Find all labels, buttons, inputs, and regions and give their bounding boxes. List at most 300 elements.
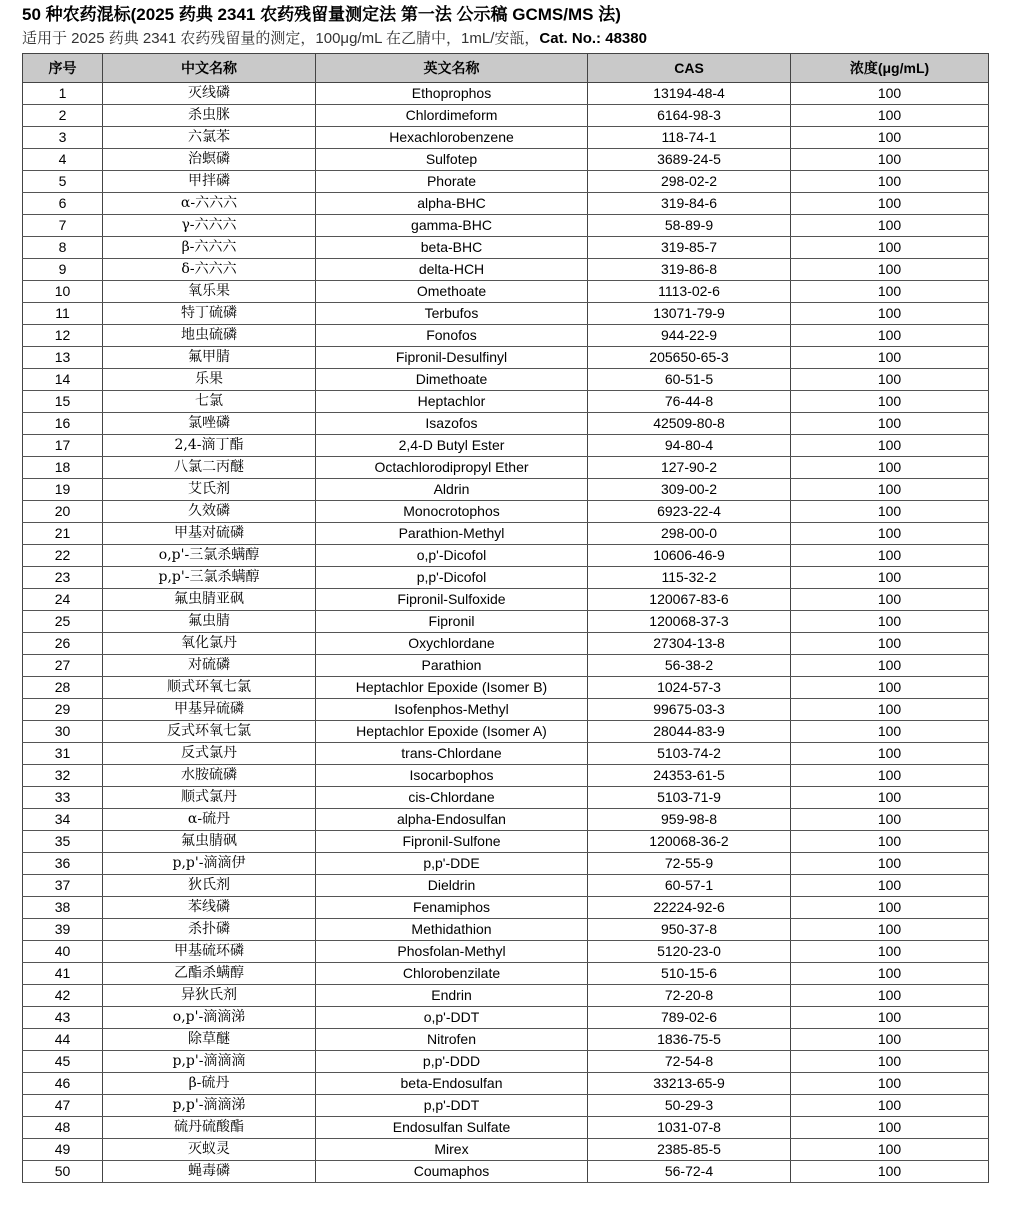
table-row (23, 325, 989, 347)
cell-cas: 72-54-8 (588, 1051, 791, 1073)
cell-chinese-name: α-六六六 (103, 193, 316, 215)
table-row (23, 149, 989, 171)
cell-index: 11 (23, 303, 103, 325)
cell-concentration: 100 (791, 831, 989, 853)
cell-index: 34 (23, 809, 103, 831)
cell-english-name: Dieldrin (316, 875, 588, 897)
table-row (23, 523, 989, 545)
cell-chinese-name: 久效磷 (103, 501, 316, 523)
cell-chinese-name: p,p'-滴滴滴 (103, 1051, 316, 1073)
cell-chinese-name: 2,4-滴丁酯 (103, 435, 316, 457)
cell-index: 27 (23, 655, 103, 677)
cell-index: 25 (23, 611, 103, 633)
cell-cas: 950-37-8 (588, 919, 791, 941)
cell-chinese-name: 水胺硫磷 (103, 765, 316, 787)
cell-chinese-name: 氧化氯丹 (103, 633, 316, 655)
cell-concentration: 100 (791, 1095, 989, 1117)
cell-concentration: 100 (791, 413, 989, 435)
cell-english-name: Parathion-Methyl (316, 523, 588, 545)
cell-english-name: Terbufos (316, 303, 588, 325)
cell-english-name: 2,4-D Butyl Ester (316, 435, 588, 457)
cell-cas: 33213-65-9 (588, 1073, 791, 1095)
cell-chinese-name: 苯线磷 (103, 897, 316, 919)
cell-chinese-name: p,p'-滴滴伊 (103, 853, 316, 875)
cell-english-name: Fenamiphos (316, 897, 588, 919)
table-row (23, 105, 989, 127)
cell-concentration: 100 (791, 171, 989, 193)
table-row (23, 567, 989, 589)
cell-index: 16 (23, 413, 103, 435)
cell-english-name: Heptachlor Epoxide (Isomer A) (316, 721, 588, 743)
cell-index: 36 (23, 853, 103, 875)
cell-cas: 120067-83-6 (588, 589, 791, 611)
cell-concentration: 100 (791, 457, 989, 479)
cell-concentration: 100 (791, 875, 989, 897)
cell-cas: 24353-61-5 (588, 765, 791, 787)
table-row (23, 127, 989, 149)
cell-english-name: Monocrotophos (316, 501, 588, 523)
table-row (23, 611, 989, 633)
column-header-cas: CAS (588, 54, 791, 83)
cell-cas: 127-90-2 (588, 457, 791, 479)
cell-concentration: 100 (791, 963, 989, 985)
cell-concentration: 100 (791, 303, 989, 325)
cell-concentration: 100 (791, 1139, 989, 1161)
cell-concentration: 100 (791, 237, 989, 259)
subtitle-text: 适用于 2025 药典 2341 农药残留量的测定，100μg/mL 在乙腈中，1mL/安瓿， (22, 30, 540, 47)
cell-english-name: Octachlorodipropyl Ether (316, 457, 588, 479)
cell-index: 3 (23, 127, 103, 149)
table-row (23, 677, 989, 699)
cell-index: 13 (23, 347, 103, 369)
cell-cas: 309-00-2 (588, 479, 791, 501)
cell-index: 35 (23, 831, 103, 853)
cell-chinese-name: 六氯苯 (103, 127, 316, 149)
cell-index: 47 (23, 1095, 103, 1117)
cell-english-name: alpha-BHC (316, 193, 588, 215)
cell-english-name: p,p'-DDT (316, 1095, 588, 1117)
cell-cas: 13071-79-9 (588, 303, 791, 325)
cell-index: 4 (23, 149, 103, 171)
cell-cas: 76-44-8 (588, 391, 791, 413)
cell-concentration: 100 (791, 655, 989, 677)
cell-cas: 72-55-9 (588, 853, 791, 875)
cell-cas: 205650-65-3 (588, 347, 791, 369)
cell-english-name: Chlordimeform (316, 105, 588, 127)
cell-chinese-name: 反式环氧七氯 (103, 721, 316, 743)
cell-chinese-name: δ-六六六 (103, 259, 316, 281)
table-row (23, 1007, 989, 1029)
cell-index: 5 (23, 171, 103, 193)
cell-concentration: 100 (791, 83, 989, 105)
cell-index: 10 (23, 281, 103, 303)
cell-english-name: Fipronil (316, 611, 588, 633)
cell-index: 23 (23, 567, 103, 589)
cell-index: 43 (23, 1007, 103, 1029)
cell-cas: 319-85-7 (588, 237, 791, 259)
cell-concentration: 100 (791, 127, 989, 149)
table-row (23, 435, 989, 457)
cell-chinese-name: 杀虫脒 (103, 105, 316, 127)
cell-concentration: 100 (791, 215, 989, 237)
cell-index: 2 (23, 105, 103, 127)
cell-cas: 56-72-4 (588, 1161, 791, 1183)
cell-chinese-name: 地虫硫磷 (103, 325, 316, 347)
cell-english-name: Heptachlor (316, 391, 588, 413)
page-subtitle (22, 29, 647, 49)
cell-english-name: o,p'-Dicofol (316, 545, 588, 567)
cell-cas: 959-98-8 (588, 809, 791, 831)
cell-cas: 120068-37-3 (588, 611, 791, 633)
cell-chinese-name: 艾氏剂 (103, 479, 316, 501)
cell-index: 9 (23, 259, 103, 281)
cell-english-name: Coumaphos (316, 1161, 588, 1183)
cell-chinese-name: 氟甲腈 (103, 347, 316, 369)
table-row (23, 875, 989, 897)
cell-cas: 319-84-6 (588, 193, 791, 215)
cell-english-name: Isocarbophos (316, 765, 588, 787)
cell-chinese-name: 甲拌磷 (103, 171, 316, 193)
cell-index: 42 (23, 985, 103, 1007)
cell-chinese-name: 甲基硫环磷 (103, 941, 316, 963)
cell-chinese-name: 氧乐果 (103, 281, 316, 303)
cell-english-name: p,p'-DDE (316, 853, 588, 875)
table-row (23, 809, 989, 831)
table-row (23, 919, 989, 941)
cell-english-name: Endrin (316, 985, 588, 1007)
cell-concentration: 100 (791, 193, 989, 215)
cell-cas: 1031-07-8 (588, 1117, 791, 1139)
cell-cas: 510-15-6 (588, 963, 791, 985)
table-row (23, 721, 989, 743)
table-row (23, 259, 989, 281)
cell-concentration: 100 (791, 1029, 989, 1051)
table-row (23, 985, 989, 1007)
cell-concentration: 100 (791, 721, 989, 743)
cell-concentration: 100 (791, 149, 989, 171)
cell-english-name: delta-HCH (316, 259, 588, 281)
cell-cas: 5120-23-0 (588, 941, 791, 963)
table-row (23, 1117, 989, 1139)
cell-english-name: Isazofos (316, 413, 588, 435)
cell-cas: 22224-92-6 (588, 897, 791, 919)
cell-chinese-name: γ-六六六 (103, 215, 316, 237)
cell-chinese-name: 氯唑磷 (103, 413, 316, 435)
cell-concentration: 100 (791, 105, 989, 127)
cell-chinese-name: 灭蚁灵 (103, 1139, 316, 1161)
cell-concentration: 100 (791, 325, 989, 347)
cell-english-name: Oxychlordane (316, 633, 588, 655)
cell-chinese-name: p,p'-滴滴涕 (103, 1095, 316, 1117)
column-header-english-name: 英文名称 (316, 54, 588, 83)
cell-index: 40 (23, 941, 103, 963)
cell-index: 37 (23, 875, 103, 897)
cell-english-name: p,p'-DDD (316, 1051, 588, 1073)
cell-english-name: Aldrin (316, 479, 588, 501)
cell-index: 45 (23, 1051, 103, 1073)
cell-concentration: 100 (791, 897, 989, 919)
cell-chinese-name: 七氯 (103, 391, 316, 413)
cell-index: 17 (23, 435, 103, 457)
cell-concentration: 100 (791, 1073, 989, 1095)
table-row (23, 391, 989, 413)
cell-cas: 319-86-8 (588, 259, 791, 281)
cell-cas: 42509-80-8 (588, 413, 791, 435)
cell-concentration: 100 (791, 677, 989, 699)
cell-cas: 298-00-0 (588, 523, 791, 545)
cell-cas: 60-57-1 (588, 875, 791, 897)
table-row (23, 1073, 989, 1095)
cell-index: 28 (23, 677, 103, 699)
table-row (23, 171, 989, 193)
cell-english-name: Fipronil-Desulfinyl (316, 347, 588, 369)
cell-concentration: 100 (791, 391, 989, 413)
table-row (23, 369, 989, 391)
cell-cas: 115-32-2 (588, 567, 791, 589)
cell-chinese-name: 对硫磷 (103, 655, 316, 677)
cell-concentration: 100 (791, 699, 989, 721)
cell-english-name: Omethoate (316, 281, 588, 303)
cell-cas: 99675-03-3 (588, 699, 791, 721)
cell-index: 1 (23, 83, 103, 105)
table-row (23, 1161, 989, 1183)
cell-english-name: Endosulfan Sulfate (316, 1117, 588, 1139)
cell-index: 50 (23, 1161, 103, 1183)
cell-cas: 1836-75-5 (588, 1029, 791, 1051)
table-row (23, 1095, 989, 1117)
cell-index: 6 (23, 193, 103, 215)
cell-index: 15 (23, 391, 103, 413)
cell-english-name: Nitrofen (316, 1029, 588, 1051)
cell-index: 12 (23, 325, 103, 347)
cell-chinese-name: α-硫丹 (103, 809, 316, 831)
cell-chinese-name: 硫丹硫酸酯 (103, 1117, 316, 1139)
table-row (23, 545, 989, 567)
cell-english-name: Fipronil-Sulfoxide (316, 589, 588, 611)
cell-concentration: 100 (791, 611, 989, 633)
cell-index: 33 (23, 787, 103, 809)
cell-english-name: Fipronil-Sulfone (316, 831, 588, 853)
cell-chinese-name: 蝇毒磷 (103, 1161, 316, 1183)
cell-index: 8 (23, 237, 103, 259)
cell-concentration: 100 (791, 919, 989, 941)
cell-cas: 3689-24-5 (588, 149, 791, 171)
column-header-chinese-name: 中文名称 (103, 54, 316, 83)
cell-chinese-name: 顺式环氧七氯 (103, 677, 316, 699)
table-row (23, 457, 989, 479)
cell-concentration: 100 (791, 787, 989, 809)
cell-index: 38 (23, 897, 103, 919)
table-row (23, 1029, 989, 1051)
cell-cas: 56-38-2 (588, 655, 791, 677)
cell-concentration: 100 (791, 1117, 989, 1139)
cell-index: 14 (23, 369, 103, 391)
cell-cas: 5103-74-2 (588, 743, 791, 765)
cell-chinese-name: o,p'-三氯杀螨醇 (103, 545, 316, 567)
cell-chinese-name: o,p'-滴滴涕 (103, 1007, 316, 1029)
cell-english-name: Sulfotep (316, 149, 588, 171)
cell-cas: 6923-22-4 (588, 501, 791, 523)
table-row (23, 281, 989, 303)
cell-index: 31 (23, 743, 103, 765)
cell-concentration: 100 (791, 347, 989, 369)
cell-chinese-name: 氟虫腈砜 (103, 831, 316, 853)
table-row (23, 589, 989, 611)
cell-cas: 1113-02-6 (588, 281, 791, 303)
cell-english-name: Isofenphos-Methyl (316, 699, 588, 721)
cell-concentration: 100 (791, 1161, 989, 1183)
cell-chinese-name: 八氯二丙醚 (103, 457, 316, 479)
table-row (23, 765, 989, 787)
cell-concentration: 100 (791, 281, 989, 303)
cell-english-name: beta-Endosulfan (316, 1073, 588, 1095)
cell-cas: 72-20-8 (588, 985, 791, 1007)
cell-chinese-name: 除草醚 (103, 1029, 316, 1051)
cell-index: 44 (23, 1029, 103, 1051)
cell-chinese-name: 顺式氯丹 (103, 787, 316, 809)
table-header-row (23, 54, 989, 83)
table-row (23, 787, 989, 809)
cell-concentration: 100 (791, 259, 989, 281)
cell-english-name: Mirex (316, 1139, 588, 1161)
table-row (23, 479, 989, 501)
cell-chinese-name: 甲基异硫磷 (103, 699, 316, 721)
cell-concentration: 100 (791, 479, 989, 501)
cell-chinese-name: p,p'-三氯杀螨醇 (103, 567, 316, 589)
cell-chinese-name: 异狄氏剂 (103, 985, 316, 1007)
cell-concentration: 100 (791, 765, 989, 787)
table-row (23, 655, 989, 677)
cell-cas: 1024-57-3 (588, 677, 791, 699)
table-row (23, 1139, 989, 1161)
cell-cas: 5103-71-9 (588, 787, 791, 809)
cell-index: 21 (23, 523, 103, 545)
cell-cas: 94-80-4 (588, 435, 791, 457)
cell-cas: 789-02-6 (588, 1007, 791, 1029)
table-row (23, 83, 989, 105)
cell-cas: 2385-85-5 (588, 1139, 791, 1161)
cell-cas: 6164-98-3 (588, 105, 791, 127)
cell-concentration: 100 (791, 501, 989, 523)
cell-concentration: 100 (791, 523, 989, 545)
cell-chinese-name: 反式氯丹 (103, 743, 316, 765)
column-header-index: 序号 (23, 54, 103, 83)
cell-chinese-name: 乙酯杀螨醇 (103, 963, 316, 985)
cell-concentration: 100 (791, 941, 989, 963)
cell-chinese-name: 治螟磷 (103, 149, 316, 171)
cell-concentration: 100 (791, 1051, 989, 1073)
cell-cas: 58-89-9 (588, 215, 791, 237)
table-row (23, 941, 989, 963)
cell-chinese-name: 甲基对硫磷 (103, 523, 316, 545)
cell-index: 29 (23, 699, 103, 721)
table-row (23, 501, 989, 523)
cell-index: 46 (23, 1073, 103, 1095)
cell-english-name: beta-BHC (316, 237, 588, 259)
cell-english-name: Methidathion (316, 919, 588, 941)
cell-concentration: 100 (791, 1007, 989, 1029)
cell-english-name: alpha-Endosulfan (316, 809, 588, 831)
table-row (23, 193, 989, 215)
catalog-number: Cat. No.: 48380 (539, 30, 647, 47)
cell-cas: 50-29-3 (588, 1095, 791, 1117)
table-row (23, 237, 989, 259)
cell-chinese-name: β-六六六 (103, 237, 316, 259)
cell-chinese-name: β-硫丹 (103, 1073, 316, 1095)
cell-english-name: cis-Chlordane (316, 787, 588, 809)
cell-index: 18 (23, 457, 103, 479)
table-row (23, 963, 989, 985)
cell-english-name: Dimethoate (316, 369, 588, 391)
page-title: 50 种农药混标(2025 药典 2341 农药残留量测定法 第一法 公示稿 GCMS/MS 法) (22, 5, 621, 24)
table-row (23, 413, 989, 435)
cell-chinese-name: 杀扑磷 (103, 919, 316, 941)
cell-index: 39 (23, 919, 103, 941)
table-row (23, 699, 989, 721)
cell-index: 41 (23, 963, 103, 985)
table-row (23, 347, 989, 369)
cell-concentration: 100 (791, 369, 989, 391)
cell-cas: 298-02-2 (588, 171, 791, 193)
cell-cas: 118-74-1 (588, 127, 791, 149)
cell-chinese-name: 狄氏剂 (103, 875, 316, 897)
table-row (23, 897, 989, 919)
cell-english-name: Chlorobenzilate (316, 963, 588, 985)
table-row (23, 633, 989, 655)
cell-index: 30 (23, 721, 103, 743)
cell-cas: 13194-48-4 (588, 83, 791, 105)
cell-english-name: Hexachlorobenzene (316, 127, 588, 149)
cell-index: 7 (23, 215, 103, 237)
cell-concentration: 100 (791, 435, 989, 457)
cell-cas: 27304-13-8 (588, 633, 791, 655)
cell-concentration: 100 (791, 985, 989, 1007)
cell-concentration: 100 (791, 633, 989, 655)
table-row (23, 1051, 989, 1073)
column-header-concentration: 浓度(μg/mL) (791, 54, 989, 83)
cell-cas: 10606-46-9 (588, 545, 791, 567)
cell-english-name: Heptachlor Epoxide (Isomer B) (316, 677, 588, 699)
table-row (23, 831, 989, 853)
cell-english-name: Fonofos (316, 325, 588, 347)
cell-cas: 60-51-5 (588, 369, 791, 391)
cell-english-name: gamma-BHC (316, 215, 588, 237)
cell-cas: 28044-83-9 (588, 721, 791, 743)
cell-english-name: trans-Chlordane (316, 743, 588, 765)
cell-index: 49 (23, 1139, 103, 1161)
table-row (23, 743, 989, 765)
table-row (23, 853, 989, 875)
cell-index: 19 (23, 479, 103, 501)
cell-chinese-name: 灭线磷 (103, 83, 316, 105)
table-row (23, 215, 989, 237)
cell-index: 22 (23, 545, 103, 567)
cell-concentration: 100 (791, 809, 989, 831)
cell-chinese-name: 氟虫腈亚砜 (103, 589, 316, 611)
cell-concentration: 100 (791, 589, 989, 611)
cell-english-name: o,p'-DDT (316, 1007, 588, 1029)
cell-chinese-name: 特丁硫磷 (103, 303, 316, 325)
pesticide-table (22, 53, 989, 1183)
cell-cas: 944-22-9 (588, 325, 791, 347)
cell-english-name: p,p'-Dicofol (316, 567, 588, 589)
cell-concentration: 100 (791, 853, 989, 875)
cell-concentration: 100 (791, 545, 989, 567)
cell-english-name: Phorate (316, 171, 588, 193)
cell-concentration: 100 (791, 743, 989, 765)
cell-english-name: Phosfolan-Methyl (316, 941, 588, 963)
cell-index: 20 (23, 501, 103, 523)
